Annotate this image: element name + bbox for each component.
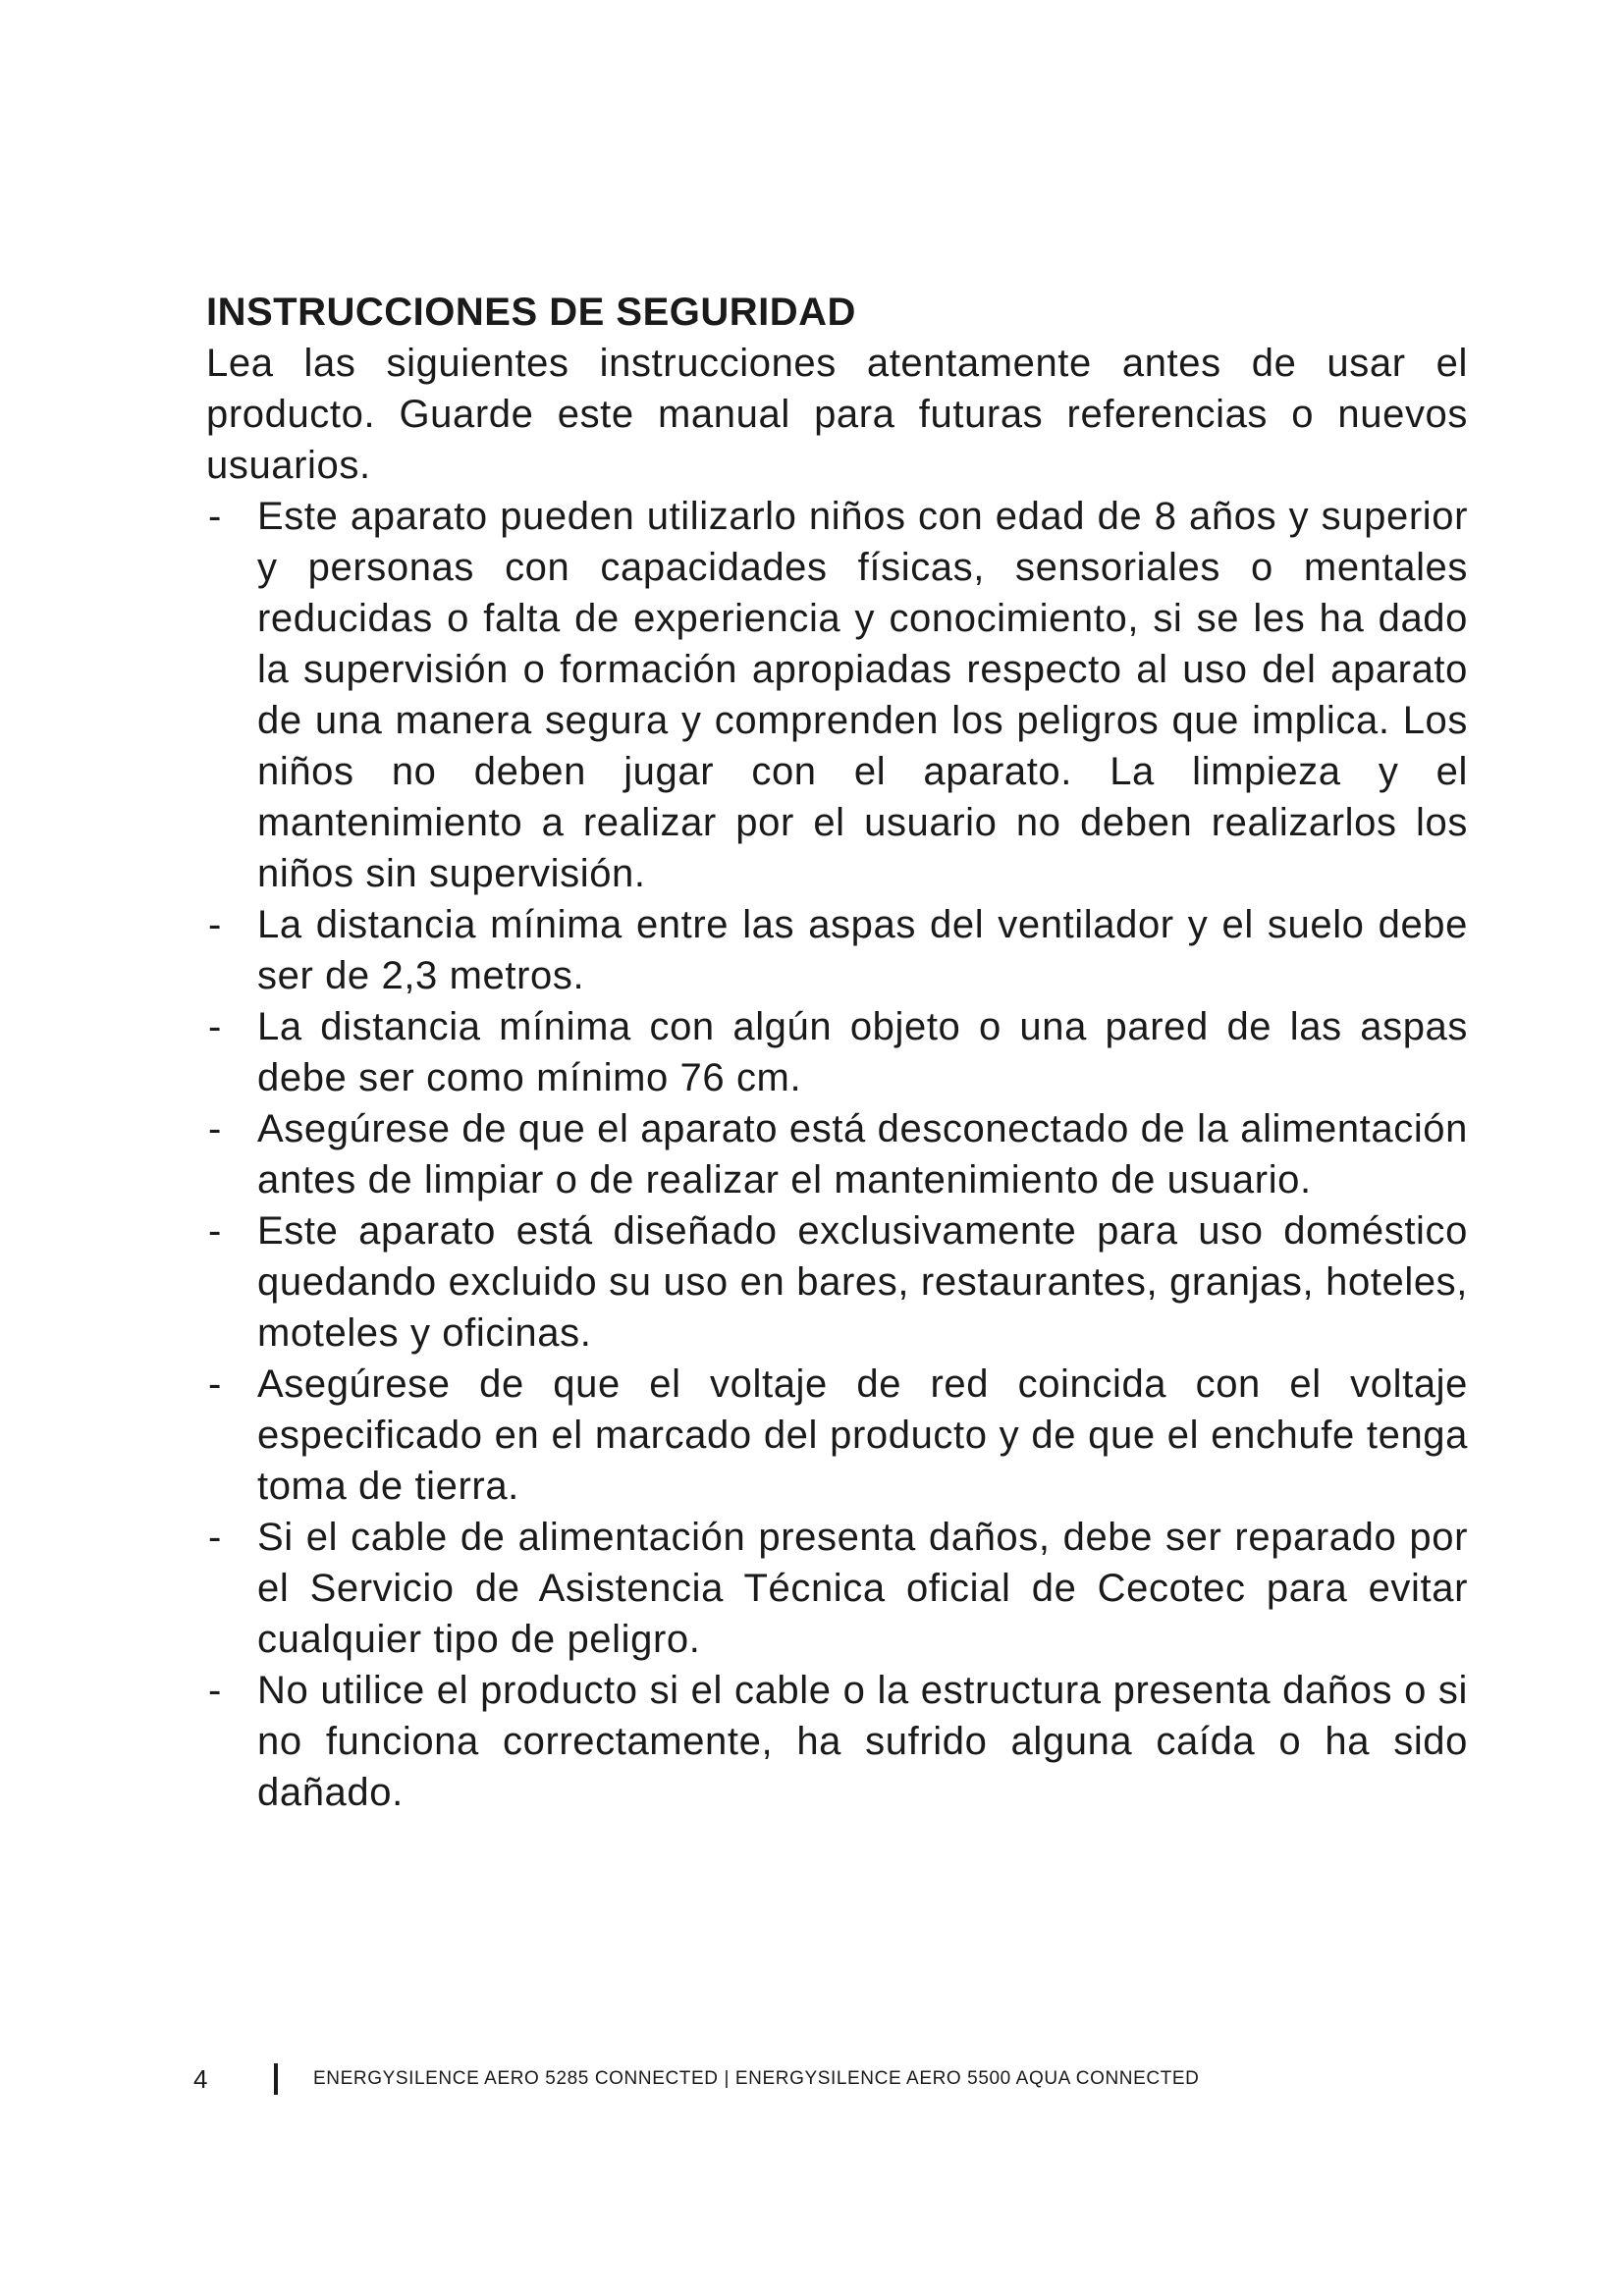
bullet-dash: - bbox=[208, 1516, 222, 1559]
bullet-dash: - bbox=[208, 1669, 222, 1712]
list-item bbox=[206, 1001, 1468, 1103]
list-item bbox=[206, 1205, 1468, 1359]
list-item-text: La distancia mínima entre las aspas del ventilador y el suelo debe ser de 2,3 metros. bbox=[257, 903, 1468, 997]
intro-paragraph: Lea las siguientes instrucciones atentamente antes de usar el producto. Guarde este manual para futuras referencias o nuevos usuarios. bbox=[206, 342, 1468, 487]
list-item-text: Asegúrese de que el voltaje de red coincida con el voltaje especificado en el marcado del producto y de que el enchufe tenga toma de tierra. bbox=[257, 1362, 1468, 1508]
page-content bbox=[206, 287, 1468, 1818]
list-item-text: Este aparato está diseñado exclusivamente para uso doméstico quedando excluido su uso en bares, restaurantes, granjas, hoteles, moteles y oficinas. bbox=[257, 1209, 1468, 1355]
safety-instructions-list bbox=[206, 491, 1468, 1818]
list-item-text: No utilice el producto si el cable o la estructura presenta daños o si no funciona correctamente, ha sufrido alguna caída o ha sido dañado. bbox=[257, 1669, 1468, 1814]
page-footer bbox=[193, 2057, 1200, 2101]
list-item-text: Si el cable de alimentación presenta daños, debe ser reparado por el Servicio de Asistencia Técnica oficial de Cecotec para evitar cualquier tipo de peligro. bbox=[257, 1516, 1468, 1661]
footer-divider bbox=[274, 2063, 278, 2095]
bullet-dash: - bbox=[208, 903, 222, 946]
bullet-dash: - bbox=[208, 1362, 222, 1406]
bullet-dash: - bbox=[208, 1107, 222, 1150]
page-number: 4 bbox=[193, 2063, 208, 2094]
bullet-dash: - bbox=[208, 495, 222, 538]
list-item bbox=[206, 1665, 1468, 1818]
list-item bbox=[206, 1103, 1468, 1205]
list-item-text: Asegúrese de que el aparato está desconectado de la alimentación antes de limpiar o de realizar el mantenimiento de usuario. bbox=[257, 1107, 1468, 1201]
footer-product-models: ENERGYSILENCE AERO 5285 CONNECTED | ENERGYSILENCE AERO 5500 AQUA CONNECTED bbox=[313, 2068, 1200, 2089]
section-heading: INSTRUCCIONES DE SEGURIDAD bbox=[206, 291, 856, 334]
list-item bbox=[206, 1359, 1468, 1512]
list-item-text: Este aparato pueden utilizarlo niños con edad de 8 años y superior y personas con capacidades físicas, sensoriales o mentales reducidas o falta de experiencia y conocimiento, si se les ha dado la supervisión o formación apropiadas respecto al uso del aparato de una manera segura y comprenden los peligros que implica. Los niños no deben jugar con el aparato. La limpieza y el mantenimiento a realizar por el usuario no deben realizarlos los niños sin supervisión. bbox=[257, 495, 1468, 895]
list-item bbox=[206, 899, 1468, 1001]
list-item-text: La distancia mínima con algún objeto o una pared de las aspas debe ser como mínimo 76 cm. bbox=[257, 1005, 1468, 1099]
list-item bbox=[206, 491, 1468, 899]
bullet-dash: - bbox=[208, 1209, 222, 1253]
bullet-dash: - bbox=[208, 1005, 222, 1048]
list-item bbox=[206, 1512, 1468, 1665]
